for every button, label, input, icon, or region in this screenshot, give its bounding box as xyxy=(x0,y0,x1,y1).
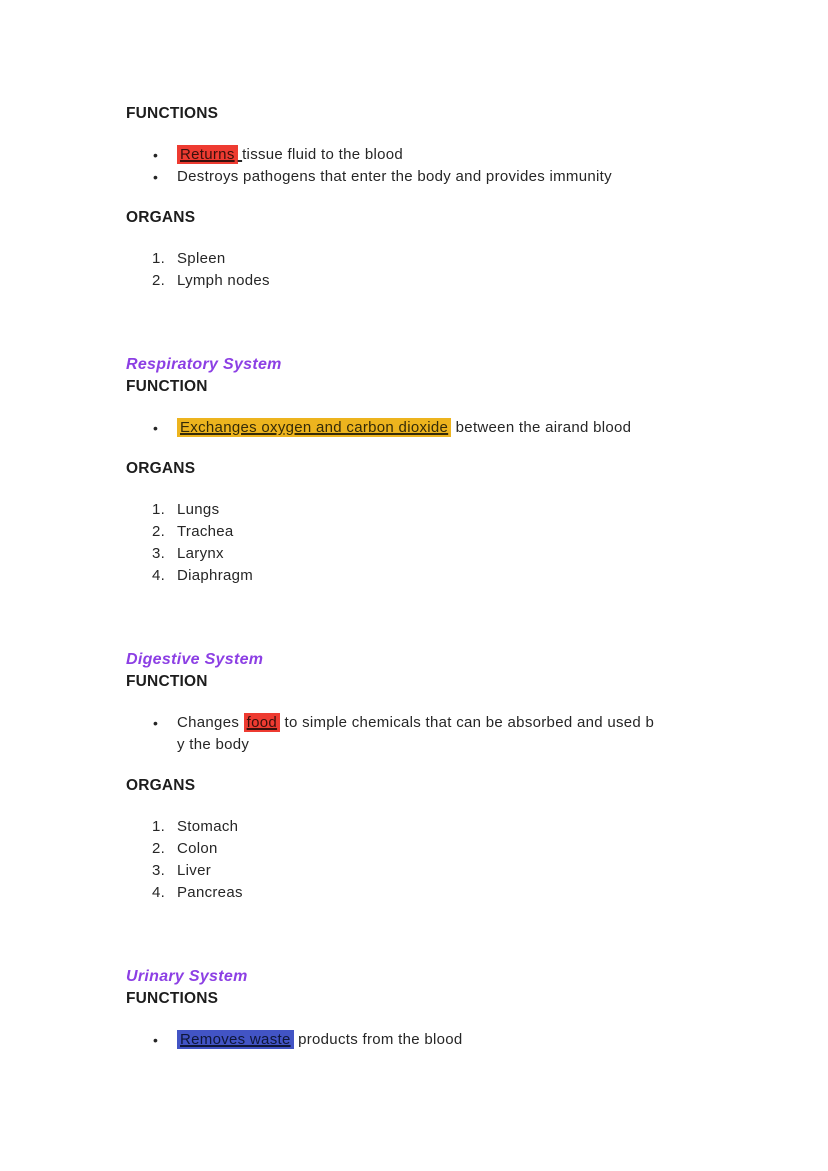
function-bullet xyxy=(126,144,770,166)
organs-heading: ORGANS xyxy=(126,777,196,794)
organs-heading: ORGANS xyxy=(126,460,196,477)
functions-bullet-list xyxy=(126,417,770,439)
system-title: Digestive System xyxy=(126,651,264,668)
bullet-text: between the airand blood xyxy=(451,419,632,436)
section-urinary xyxy=(126,966,770,1051)
organ-item: Colon xyxy=(177,840,218,857)
functions-bullet-list xyxy=(126,144,770,188)
function-bullet xyxy=(126,712,770,756)
bullet-text: products from the blood xyxy=(293,1031,463,1048)
organ-item: Liver xyxy=(177,862,212,879)
highlighted-answer-red[interactable]: food xyxy=(244,713,280,732)
section-lymphatic xyxy=(126,103,770,292)
highlighted-answer-yellow[interactable]: Exchanges oxygen and carbon dioxide xyxy=(177,418,451,437)
organ-item: Spleen xyxy=(177,250,226,267)
organ-item: Larynx xyxy=(177,545,224,562)
function-bullet xyxy=(126,1029,770,1051)
section-respiratory xyxy=(126,354,770,587)
functions-bullet-list xyxy=(126,712,770,756)
organ-item: Trachea xyxy=(177,523,234,540)
functions-heading: FUNCTION xyxy=(126,378,208,395)
functions-bullet-list xyxy=(126,1029,770,1051)
highlighted-answer-blue[interactable]: Removes waste xyxy=(177,1030,294,1049)
organs-list xyxy=(126,816,770,904)
bullet-text: to simple chemicals that can be absorbed and used b xyxy=(280,714,655,731)
organs-list xyxy=(126,499,770,587)
system-title: Urinary System xyxy=(126,968,248,985)
organ-item: Diaphragm xyxy=(177,567,254,584)
functions-heading: FUNCTION xyxy=(126,673,208,690)
organ-item: Lymph nodes xyxy=(177,272,270,289)
organ-item: Pancreas xyxy=(177,884,243,901)
functions-heading: FUNCTIONS xyxy=(126,105,219,122)
organ-item: Lungs xyxy=(177,501,220,518)
bullet-text-wrapped: y the body xyxy=(177,736,250,753)
system-title: Respiratory System xyxy=(126,356,282,373)
bullet-text: tissue fluid to the blood xyxy=(242,146,404,163)
section-digestive xyxy=(126,649,770,904)
function-bullet xyxy=(126,417,770,439)
organs-list xyxy=(126,248,770,292)
functions-heading: FUNCTIONS xyxy=(126,990,219,1007)
function-bullet xyxy=(126,166,770,188)
highlighted-answer-red[interactable]: Returns xyxy=(177,145,238,164)
bullet-text: Changes xyxy=(177,714,244,731)
organ-item: Stomach xyxy=(177,818,239,835)
bullet-text: Destroys pathogens that enter the body and provides immunity xyxy=(177,168,612,185)
organs-heading: ORGANS xyxy=(126,209,196,226)
